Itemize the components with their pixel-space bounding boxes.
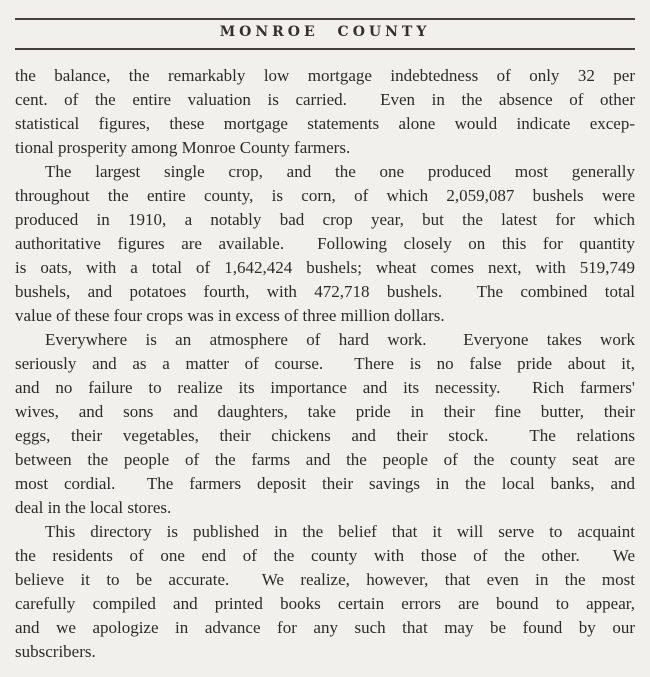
text-line: believe it to be accurate. We realize, however, that even in the most: [15, 570, 635, 589]
text-line: eggs, their vegetables, their chickens and their stock. The relations: [15, 426, 635, 445]
text-line: carefully compiled and printed books certain errors are bound to appear,: [15, 594, 635, 613]
text-line: deal in the local stores.: [15, 498, 172, 517]
paragraph: [15, 64, 635, 160]
text-line: statistical figures, these mortgage statements alone would indicate excep-: [15, 114, 635, 133]
text-line: tional prosperity among Monroe County farmers.: [15, 138, 351, 157]
text-line: Everywhere is an atmosphere of hard work. Everyone takes work: [45, 330, 635, 349]
text-line: bushels, and potatoes fourth, with 472,718 bushels. The combined total: [15, 282, 635, 301]
text-line: and no failure to realize its importance and its necessity. Rich farmers': [15, 378, 635, 397]
text-line: The largest single crop, and the one produced most generally: [45, 162, 635, 181]
text-line: subscribers.: [15, 642, 96, 661]
text-line: most cordial. The farmers deposit their savings in the local banks, and: [15, 474, 635, 493]
text-line: wives, and sons and daughters, take pride in their fine butter, their: [15, 402, 635, 421]
text-line: value of these four crops was in excess of three million dollars.: [15, 306, 445, 325]
text-line: cent. of the entire valuation is carried. Even in the absence of other: [15, 90, 635, 109]
header-rule-bottom: [15, 48, 635, 50]
text-line: between the people of the farms and the people of the county seat are: [15, 450, 635, 469]
text-line: produced in 1910, a notably bad crop year, but the latest for which: [15, 210, 635, 229]
text-line: throughout the entire county, is corn, of which 2,059,087 bushels were: [15, 186, 635, 205]
text-line: This directory is published in the belief that it will serve to acquaint: [45, 522, 635, 541]
text-line: and we apologize in advance for any such that may be found by our: [15, 618, 635, 637]
text-line: is oats, with a total of 1,642,424 bushels; wheat comes next, with 519,749: [15, 258, 635, 277]
header-rule-top: [15, 18, 635, 20]
text-line: the residents of one end of the county with those of the other. We: [15, 546, 635, 565]
paragraph: [15, 520, 635, 664]
paragraph: [15, 160, 635, 328]
page-body: [15, 64, 635, 664]
paragraph: [15, 328, 635, 520]
running-head-title: MONROE COUNTY: [219, 24, 431, 40]
text-line: seriously and as a matter of course. There is no false pride about it,: [15, 354, 635, 373]
text-line: the balance, the remarkably low mortgage indebtedness of only 32 per: [15, 66, 635, 85]
text-line: authoritative figures are available. Following closely on this for quantity: [15, 234, 635, 253]
